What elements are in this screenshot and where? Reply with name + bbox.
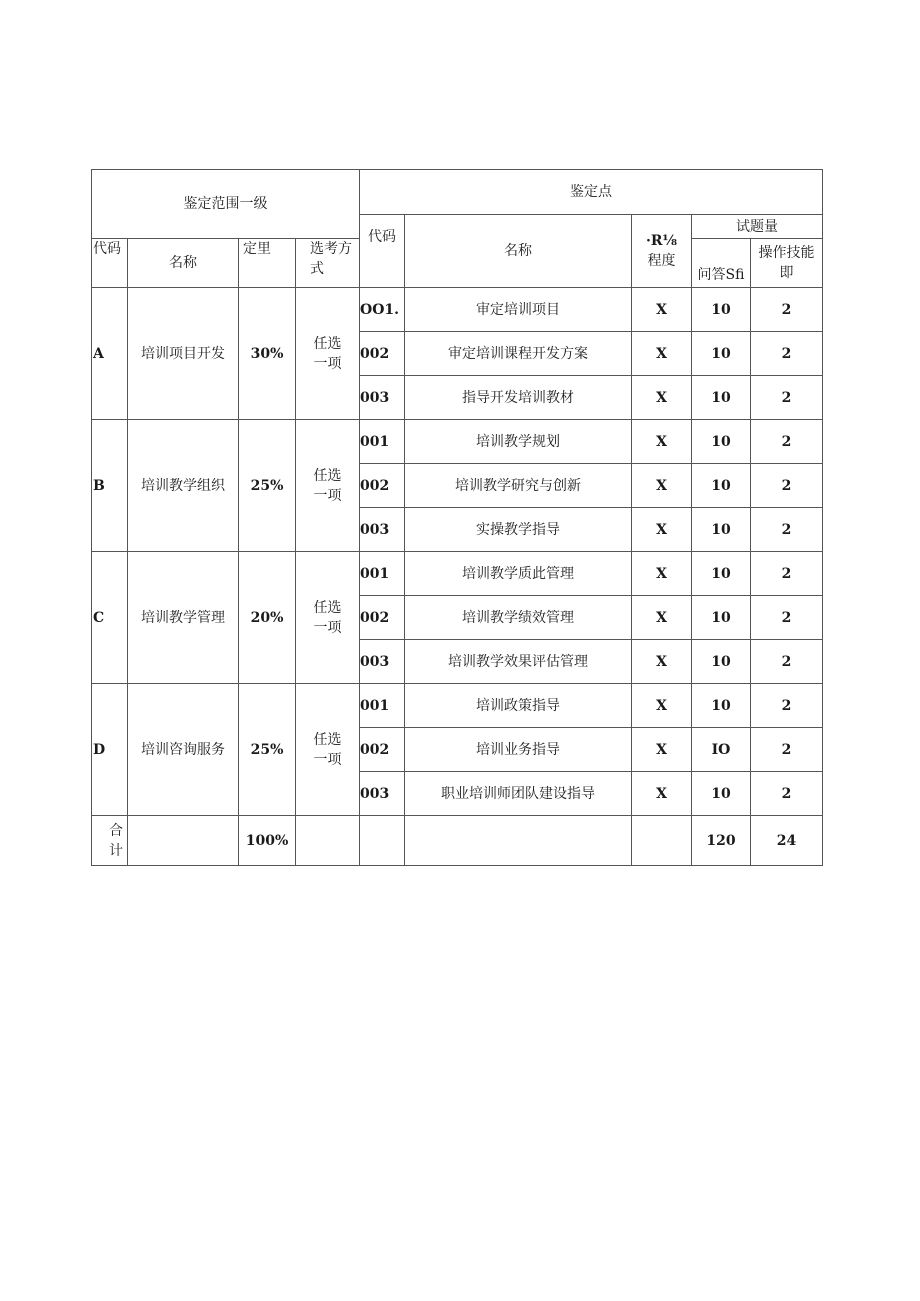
degree-header bbox=[632, 215, 692, 288]
point-code: OO1. bbox=[360, 288, 405, 332]
point-name: 实操教学指导 bbox=[405, 508, 632, 552]
group-weight: 30% bbox=[239, 288, 296, 420]
group-name: 培训教学组织 bbox=[128, 420, 239, 552]
point-code: 002 bbox=[360, 464, 405, 508]
point-code: 002 bbox=[360, 332, 405, 376]
appraisal-table bbox=[91, 169, 823, 866]
group-method: 任选一项 bbox=[296, 552, 360, 684]
point-op: 2 bbox=[751, 640, 823, 684]
point-code: 003 bbox=[360, 508, 405, 552]
point-degree: X bbox=[632, 728, 692, 772]
point-degree: X bbox=[632, 420, 692, 464]
point-op: 2 bbox=[751, 376, 823, 420]
group-weight: 25% bbox=[239, 684, 296, 816]
point-op: 2 bbox=[751, 332, 823, 376]
point-qa: 10 bbox=[692, 464, 751, 508]
point-code: 002 bbox=[360, 728, 405, 772]
point-degree: X bbox=[632, 772, 692, 816]
point-name: 指导开发培训教材 bbox=[405, 376, 632, 420]
qty-op-header: 操作技能即 bbox=[751, 239, 823, 288]
point-qa: 10 bbox=[692, 772, 751, 816]
col-code-header: 代码 bbox=[92, 239, 128, 288]
point-code: 001 bbox=[360, 552, 405, 596]
group-code: D bbox=[92, 684, 128, 816]
point-name: 培训教学绩效管理 bbox=[405, 596, 632, 640]
total-empty-degree bbox=[632, 816, 692, 866]
point-qa: 10 bbox=[692, 376, 751, 420]
point-name-header: 名称 bbox=[405, 215, 632, 288]
point-degree: X bbox=[632, 376, 692, 420]
group-name: 培训项目开发 bbox=[128, 288, 239, 420]
total-qa: 120 bbox=[692, 816, 751, 866]
group-weight: 25% bbox=[239, 420, 296, 552]
group-code: B bbox=[92, 420, 128, 552]
point-op: 2 bbox=[751, 728, 823, 772]
group-code: A bbox=[92, 288, 128, 420]
group-method: 任选一项 bbox=[296, 288, 360, 420]
group-method: 任选一项 bbox=[296, 420, 360, 552]
point-name: 培训教学研究与创新 bbox=[405, 464, 632, 508]
point-degree: X bbox=[632, 508, 692, 552]
point-qa: IO bbox=[692, 728, 751, 772]
point-degree: X bbox=[632, 684, 692, 728]
point-op: 2 bbox=[751, 772, 823, 816]
degree-header-bottom: 程度 bbox=[647, 253, 676, 269]
col-weight-header: 定里 bbox=[239, 239, 296, 288]
total-op: 24 bbox=[751, 816, 823, 866]
point-op: 2 bbox=[751, 464, 823, 508]
point-name: 培训业务指导 bbox=[405, 728, 632, 772]
total-empty-name bbox=[128, 816, 239, 866]
group-name: 培训咨询服务 bbox=[128, 684, 239, 816]
total-empty-method bbox=[296, 816, 360, 866]
point-qa: 10 bbox=[692, 420, 751, 464]
point-op: 2 bbox=[751, 508, 823, 552]
degree-header-top: ·R⅛ bbox=[645, 233, 677, 249]
point-code: 002 bbox=[360, 596, 405, 640]
point-name: 审定培训课程开发方案 bbox=[405, 332, 632, 376]
point-qa: 10 bbox=[692, 640, 751, 684]
point-name: 培训教学规划 bbox=[405, 420, 632, 464]
point-qa: 10 bbox=[692, 596, 751, 640]
point-op: 2 bbox=[751, 552, 823, 596]
point-qa: 10 bbox=[692, 508, 751, 552]
point-degree: X bbox=[632, 332, 692, 376]
point-op: 2 bbox=[751, 420, 823, 464]
point-qa: 10 bbox=[692, 684, 751, 728]
point-degree: X bbox=[632, 288, 692, 332]
point-degree: X bbox=[632, 640, 692, 684]
point-code: 001 bbox=[360, 420, 405, 464]
group-code: C bbox=[92, 552, 128, 684]
point-op: 2 bbox=[751, 288, 823, 332]
point-name: 职业培训师团队建设指导 bbox=[405, 772, 632, 816]
point-op: 2 bbox=[751, 684, 823, 728]
group-name: 培训教学管理 bbox=[128, 552, 239, 684]
point-degree: X bbox=[632, 464, 692, 508]
total-label: 合计 bbox=[92, 816, 128, 866]
point-name: 培训政策指导 bbox=[405, 684, 632, 728]
point-code-header: 代码 bbox=[360, 215, 405, 288]
qty-title: 试题量 bbox=[692, 215, 823, 239]
point-code: 001 bbox=[360, 684, 405, 728]
point-op: 2 bbox=[751, 596, 823, 640]
point-name: 培训教学效果评估管理 bbox=[405, 640, 632, 684]
scope-title: 鉴定范围一级 bbox=[92, 170, 360, 239]
point-name: 审定培训项目 bbox=[405, 288, 632, 332]
total-weight: 100% bbox=[239, 816, 296, 866]
total-empty-code bbox=[360, 816, 405, 866]
point-title: 鉴定点 bbox=[360, 170, 823, 215]
col-method-header: 选考方式 bbox=[296, 239, 360, 288]
point-code: 003 bbox=[360, 640, 405, 684]
point-qa: 10 bbox=[692, 288, 751, 332]
point-code: 003 bbox=[360, 772, 405, 816]
point-qa: 10 bbox=[692, 552, 751, 596]
col-name-header: 名称 bbox=[128, 239, 239, 288]
point-degree: X bbox=[632, 596, 692, 640]
point-qa: 10 bbox=[692, 332, 751, 376]
group-method: 任选一项 bbox=[296, 684, 360, 816]
total-empty-point bbox=[405, 816, 632, 866]
qty-qa-header: 问答Sfi bbox=[692, 239, 751, 288]
point-degree: X bbox=[632, 552, 692, 596]
group-weight: 20% bbox=[239, 552, 296, 684]
point-name: 培训教学质此管理 bbox=[405, 552, 632, 596]
point-code: 003 bbox=[360, 376, 405, 420]
